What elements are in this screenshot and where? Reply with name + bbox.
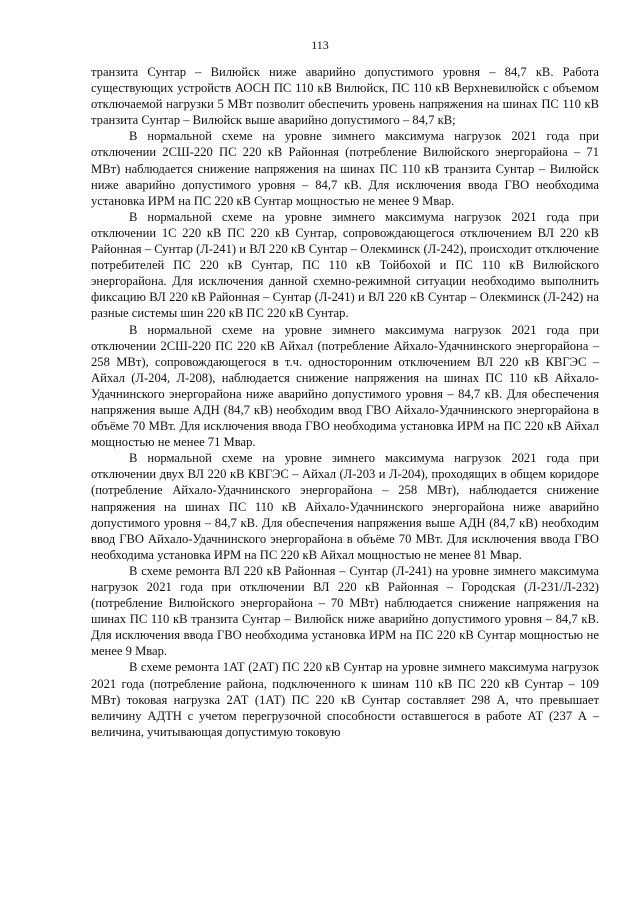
paragraph: В нормальной схеме на уровне зимнего максимума нагрузок 2021 года при отключении двух ВЛ 220 кВ КВГЭС – Айхал (Л-203 и Л-204), проходящих в общем коридоре (потребление Айхало-Удачнинского энергорайона – 258 МВт), наблюдается снижение напряжения на шинах ПС 110 кВ Айхало-Удачнинского энергорайона ниже аварийно допустимого уровня – 84,7 кВ. Для обеспечения напряжения выше АДН (84,7 кВ) необходим ввод ГВО Айхало-Удачнинского энергорайона в объёме 70 МВт. Для исключения ввода ГВО необходима установка ИРМ на ПС 220 кВ Айхал мощностью не менее 81 Мвар. <box>91 451 599 562</box>
document-body <box>91 64 599 740</box>
paragraph: В нормальной схеме на уровне зимнего максимума нагрузок 2021 года при отключении 1С 220 кВ ПС 220 кВ Сунтар, сопровождающегося отключением ВЛ 220 кВ Районная – Сунтар (Л-241) и ВЛ 220 кВ Сунтар – Олекминск (Л-242), происходит отключение потребителей ПС 220 кВ Сунтар, ПС 110 кВ Тойбохой и ПС 110 кВ Вилюйского энергорайона. Для исключения данной схемно-режимной ситуации необходимо выполнить фиксацию ВЛ 220 кВ Районная – Сунтар (Л-241) и ВЛ 220 кВ Сунтар – Олекминск (Л-242) на разные системы шин 220 кВ ПС 220 кВ Сунтар. <box>91 209 599 321</box>
paragraph: В схеме ремонта ВЛ 220 кВ Районная – Сунтар (Л-241) на уровне зимнего максимума нагрузок 2021 года при отключении ВЛ 220 кВ Районная – Городская (Л-231/Л-232) (потребление Вилюйского энергорайона – 70 МВт) наблюдается снижение напряжения на шинах ПС 110 кВ транзита Сунтар – Вилюйск ниже аварийно допустимого уровня – 84,7 кВ. Для исключения ввода ГВО необходима установка ИРМ на ПС 220 кВ Сунтар мощностью не менее 9 Мвар. <box>91 563 599 659</box>
paragraph-continuation: транзита Сунтар – Вилюйск ниже аварийно допустимого уровня – 84,7 кВ. Работа существующих устройств АОСН ПС 110 кВ Вилюйск, ПС 110 кВ Верхневилюйск с объемом отключаемой нагрузки 5 МВт позволит обеспечить уровень напряжения на шинах ПС 110 кВ транзита Сунтар – Вилюйск выше аварийно допустимого – 84,7 кВ; <box>91 65 599 128</box>
paragraph: В нормальной схеме на уровне зимнего максимума нагрузок 2021 года при отключении 2СШ-220 ПС 220 кВ Айхал (потребление Айхало-Удачнинского энергорайона – 258 МВт), сопровождающегося в т.ч. односторонним отключением ВЛ 220 кВ КВГЭС – Айхал (Л-204, Л-208), наблюдается снижение напряжения на шинах ПС 110 кВ Айхало-Удачнинского энергорайона ниже аварийно допустимого уровня – 84,7 кВ. Для обеспечения напряжения выше АДН (84,7 кВ) необходим ввод ГВО Айхало-Удачнинского энергорайона в объёме 70 МВт. Для исключения ввода ГВО необходима установка ИРМ на ПС 220 кВ Айхал мощностью не менее 71 Мвар. <box>91 322 599 450</box>
paragraph: В нормальной схеме на уровне зимнего максимума нагрузок 2021 года при отключении 2СШ-220 ПС 220 кВ Районная (потребление Вилюйского энергорайона – 71 МВт) наблюдается снижение напряжения на шинах ПС 110 кВ транзита Сунтар – Вилюйск ниже аварийно допустимого уровня – 84,7 кВ. Для исключения ввода ГВО необходима установка ИРМ на ПС 220 кВ Сунтар мощностью не менее 9 Мвар. <box>91 129 599 208</box>
page-number: 113 <box>311 38 329 52</box>
paragraph: В схеме ремонта 1АТ (2АТ) ПС 220 кВ Сунтар на уровне зимнего максимума нагрузок 2021 года (потребление района, подключенного к шинам 110 кВ ПС 220 кВ Сунтар – 109 МВт) токовая нагрузка 2АТ (1АТ) ПС 220 кВ Сунтар составляет 298 А, что превышает величину АДТН с учетом перегрузочной способности оставшегося в работе АТ (237 А – величина, учитывающая допустимую токовую <box>91 660 599 739</box>
